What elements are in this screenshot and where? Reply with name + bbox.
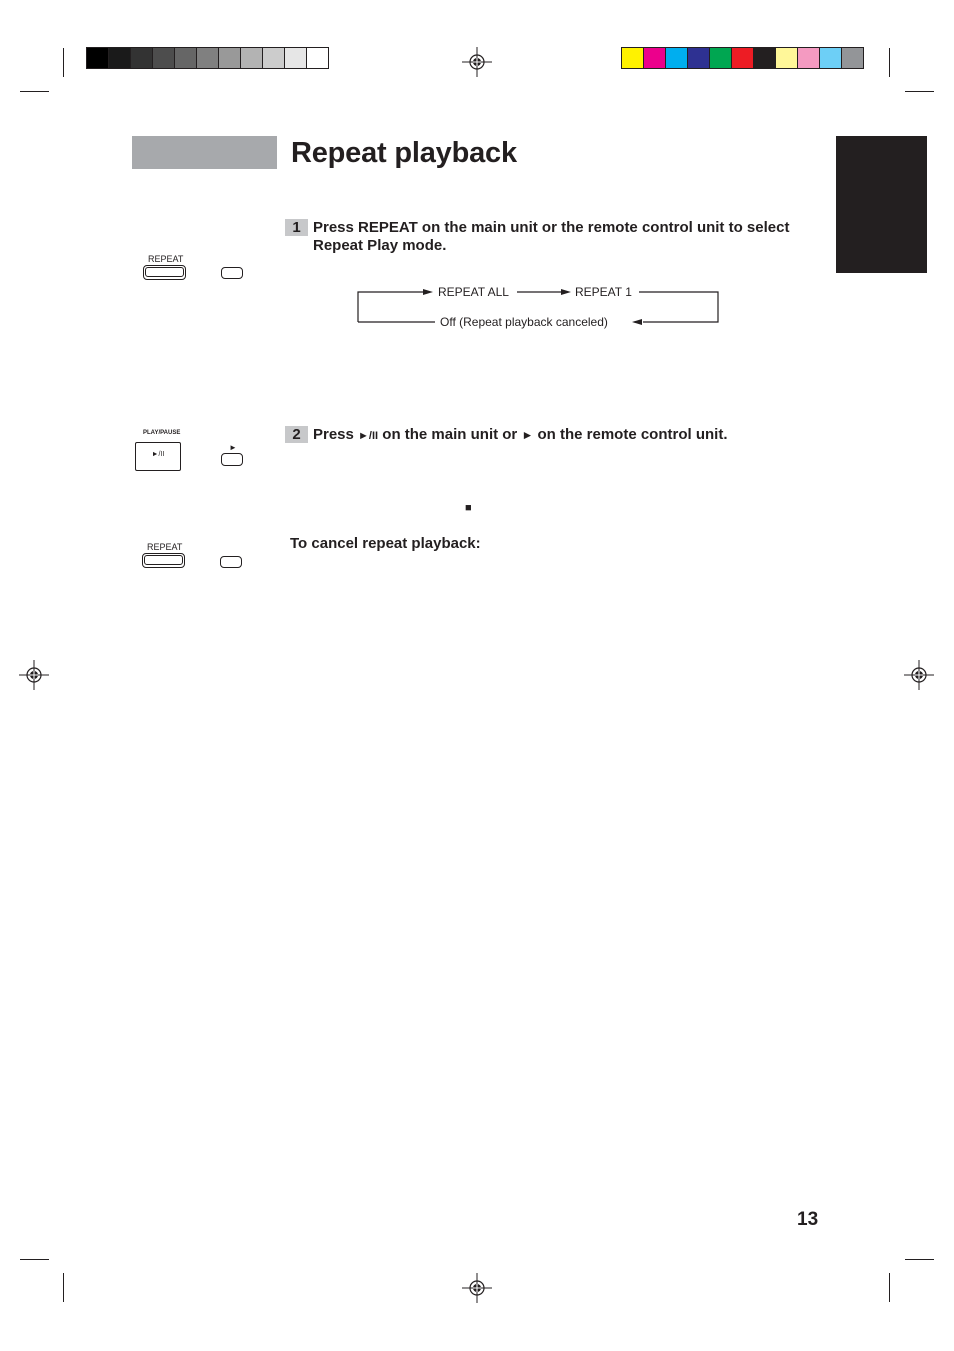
crop-mark <box>905 91 934 92</box>
repeat-off-label: Off (Repeat playback canceled) <box>440 315 608 329</box>
color-swatch-11 <box>842 48 863 68</box>
repeat-button[interactable] <box>143 265 186 280</box>
registration-mark-icon <box>904 660 934 690</box>
side-tab <box>836 136 927 273</box>
registration-mark-icon <box>462 47 492 77</box>
step-1-instruction: Press REPEAT on the main unit or the remote control unit to select Repeat Play mode. <box>313 219 790 254</box>
color-swatch-9 <box>798 48 820 68</box>
color-swatch-6 <box>732 48 754 68</box>
play-icon: ► <box>521 428 534 442</box>
cancel-remote-repeat-button[interactable] <box>220 556 242 568</box>
remote-play-glyph: ► <box>229 443 237 452</box>
remote-play-button[interactable] <box>221 453 243 466</box>
crop-mark <box>63 48 64 77</box>
cancel-repeat-button-label: REPEAT <box>147 542 183 552</box>
gray-swatch-6 <box>197 48 219 68</box>
gray-swatch-10 <box>285 48 307 68</box>
gray-calibration-bar <box>86 47 329 69</box>
color-swatch-3 <box>666 48 688 68</box>
gray-swatch-4 <box>153 48 175 68</box>
crop-mark <box>20 1259 49 1260</box>
gray-swatch-11 <box>307 48 328 68</box>
registration-mark-icon <box>462 1273 492 1303</box>
gray-swatch-9 <box>263 48 285 68</box>
play-pause-icon: ►/II <box>358 430 379 442</box>
page-number: 13 <box>797 1209 819 1230</box>
section-header-bar <box>132 136 277 169</box>
color-swatch-2 <box>644 48 666 68</box>
color-swatch-4 <box>688 48 710 68</box>
step-2-instruction: Press ►/II on the main unit or ► on the remote control unit. <box>313 426 728 443</box>
cancel-heading: To cancel repeat playback: <box>290 535 481 552</box>
color-swatch-1 <box>622 48 644 68</box>
repeat-button-label: REPEAT <box>148 254 184 264</box>
color-swatch-7 <box>754 48 776 68</box>
crop-mark <box>20 91 49 92</box>
gray-swatch-8 <box>241 48 263 68</box>
gray-swatch-2 <box>109 48 131 68</box>
color-swatch-10 <box>820 48 842 68</box>
gray-swatch-5 <box>175 48 197 68</box>
step-number-2: 2 <box>285 426 308 443</box>
gray-swatch-1 <box>87 48 109 68</box>
crop-mark <box>63 1273 64 1302</box>
crop-mark <box>905 1259 934 1260</box>
cancel-repeat-button[interactable] <box>142 553 185 568</box>
color-swatch-5 <box>710 48 732 68</box>
crop-mark <box>889 1273 890 1302</box>
repeat-1-label: REPEAT 1 <box>575 285 632 299</box>
color-calibration-bar <box>621 47 864 69</box>
play-pause-button-label: PLAY/PAUSE <box>143 430 181 436</box>
stop-icon: ■ <box>465 502 472 514</box>
page-title: Repeat playback <box>291 137 517 169</box>
play-pause-glyph: ►/II <box>151 451 165 458</box>
registration-mark-icon <box>19 660 49 690</box>
gray-swatch-3 <box>131 48 153 68</box>
color-swatch-8 <box>776 48 798 68</box>
step-number-1: 1 <box>285 219 308 236</box>
repeat-all-label: REPEAT ALL <box>438 285 509 299</box>
crop-mark <box>889 48 890 77</box>
remote-repeat-button[interactable] <box>221 267 243 279</box>
play-pause-button[interactable] <box>135 442 181 471</box>
gray-swatch-7 <box>219 48 241 68</box>
